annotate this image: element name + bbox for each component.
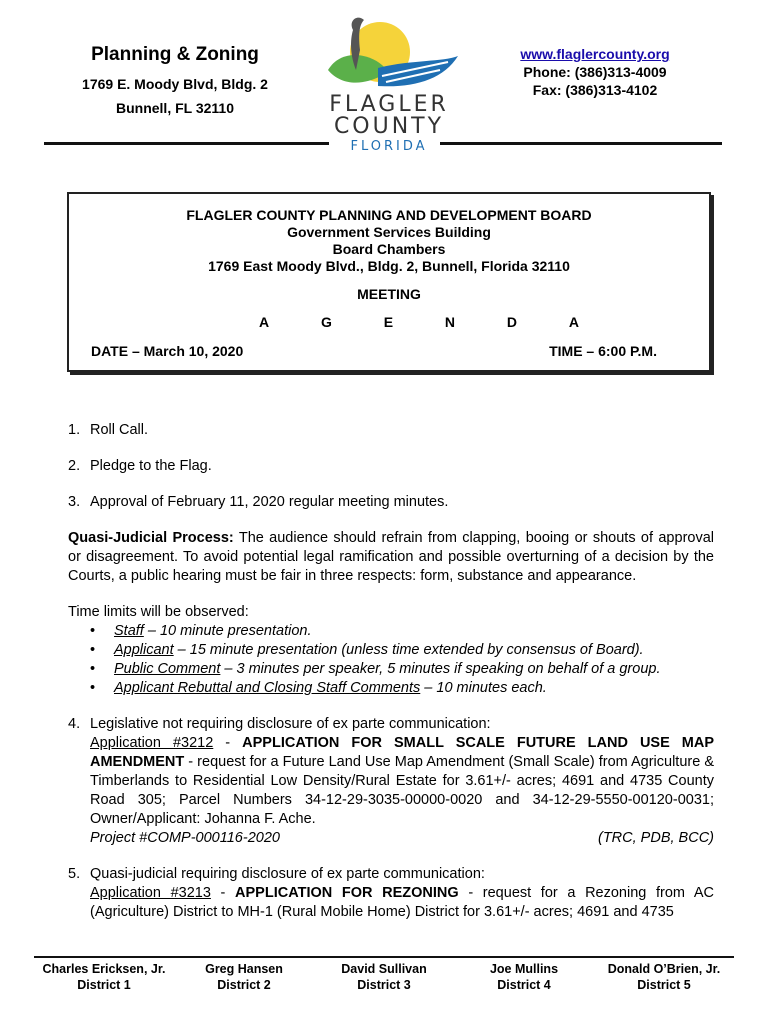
application-number: Application #3212 bbox=[90, 735, 214, 751]
board-member: Joe Mullins District 4 bbox=[489, 962, 559, 992]
agenda-item-text: Roll Call. bbox=[90, 422, 149, 438]
application-title: APPLICATION FOR SMALL SCALE FUTURE LAND USE MAP AMENDMENT bbox=[90, 735, 715, 770]
flagler-county-logo bbox=[308, 10, 468, 160]
board-member: Charles Ericksen, Jr. District 1 bbox=[42, 962, 166, 992]
agenda-letter: A bbox=[259, 314, 270, 330]
meeting-info-box bbox=[67, 192, 711, 372]
meeting-label: MEETING bbox=[357, 286, 421, 302]
department-name: Planning & Zoning bbox=[91, 44, 259, 65]
application-text: - request for a Future Land Use Map Amendment (Small Scale) from Agriculture & Timberlands to Residential Low Density/Rural Estate for 3.61+/- acres; 4691 and 4735 County Road 305; Parcel Numbers 34-12-29-3035-00000-0020 and 34-12-29-5550-00120-0031; Owner/Applicant: Johanna F. Ache. bbox=[90, 754, 714, 827]
board-member: Donald O’Brien, Jr. District 5 bbox=[607, 962, 721, 992]
meeting-date: DATE – March 10, 2020 bbox=[91, 343, 244, 359]
agenda-item-1: 1. Roll Call. bbox=[68, 422, 149, 438]
list-item: • Applicant Rebuttal and Closing Staff Comments – 10 minutes each. bbox=[90, 680, 547, 696]
room-name: Board Chambers bbox=[332, 241, 446, 257]
agenda-item-intro: Legislative not requiring disclosure of ex parte communication: bbox=[90, 716, 491, 732]
quasi-judicial-notice bbox=[68, 529, 714, 586]
application-text: - request for a Rezoning from AC (Agriculture) District to MH-1 (Rural Mobile Home) District for 3.61+/- acres; 4691 and 4735 bbox=[90, 885, 714, 920]
agenda-item-3: 3. Approval of February 11, 2020 regular meeting minutes. bbox=[68, 494, 449, 510]
time-limits-list bbox=[68, 622, 714, 698]
list-item: • Staff – 10 minute presentation. bbox=[90, 623, 312, 639]
bullet-icon: • bbox=[90, 623, 96, 639]
agenda-letter: G bbox=[320, 314, 332, 330]
logo-text-county: COUNTY bbox=[333, 114, 445, 139]
application-description: Application #3213 - APPLICATION FOR REZONING - request for a Rezoning from AC (Agriculture) District to MH-1 (Rural Mobile Home) District for 3.61+/- acres; 4691 and 4735 bbox=[90, 885, 714, 920]
list-item: • Public Comment – 3 minutes per speaker, 5 minutes if speaking on behalf of a group. bbox=[90, 661, 661, 677]
agenda-body bbox=[68, 421, 714, 922]
agenda-heading bbox=[259, 314, 579, 330]
application-description: Application #3212 - APPLICATION FOR SMALL SCALE FUTURE LAND USE MAP AMENDMENT - request for a Future Land Use Map Amendment (Small Scale) from Agriculture & Timberlands to Residential Low Density/Rural Estate for 3.61+/- acres; 4691 and 4735 County Road 305; Parcel Numbers 34-12-29-3035-00000-0020 and 34-12-29-5550-00120-0031; Owner/Applicant: Johanna F. Ache. bbox=[90, 735, 715, 827]
quasi-judicial-text: The audience should refrain from clapping, booing or shouts of approval or disagreement. To avoid potential legal ramification and possible overturning of a decision by the Courts, a public hearing must be fair in three respects: form, substance and appearance. bbox=[68, 530, 714, 584]
agenda-item-5: 5. Quasi-judicial requiring disclosure of ex parte communication: Application #3213 - APPLICATION FOR REZONING - request for a Rezoning from AC (Agriculture) District to MH-1 (Rural Mobile Home) District for 3.61+/- acres; 4691 and 4735 bbox=[68, 866, 714, 920]
address-line-2: Bunnell, FL 32110 bbox=[115, 100, 234, 116]
project-row bbox=[68, 829, 714, 848]
project-number: Project #COMP-000116-2020 bbox=[90, 830, 280, 846]
website-link[interactable]: www.flaglercounty.org bbox=[520, 46, 670, 62]
list-item: • Applicant – 15 minute presentation (unless time extended by consensus of Board). bbox=[90, 642, 644, 658]
logo-text-flagler: FLAGLER bbox=[329, 92, 449, 117]
footer-rule bbox=[34, 956, 734, 958]
application-number: Application #3213 bbox=[90, 885, 211, 901]
quasi-judicial-label: Quasi-Judicial Process: bbox=[68, 530, 234, 546]
board-members-footer bbox=[34, 961, 734, 993]
fax-number: Fax: (386)313-4102 bbox=[532, 82, 658, 98]
header-rule-right bbox=[440, 142, 722, 145]
application-title: APPLICATION FOR REZONING bbox=[235, 885, 459, 901]
bullet-icon: • bbox=[90, 680, 96, 696]
bullet-icon: • bbox=[90, 661, 96, 677]
header-office-block bbox=[40, 44, 310, 116]
logo-text-florida: FLORIDA bbox=[350, 139, 428, 154]
address-line-1: 1769 E. Moody Blvd, Bldg. 2 bbox=[82, 76, 268, 92]
header-rule-left bbox=[44, 142, 329, 145]
board-member: David Sullivan District 3 bbox=[341, 962, 427, 992]
agenda-letter: D bbox=[506, 314, 517, 330]
agenda-item-text: Pledge to the Flag. bbox=[90, 458, 212, 474]
agenda-item-intro: Quasi-judicial requiring disclosure of ex parte communication: bbox=[90, 866, 485, 882]
agenda-letter: N bbox=[444, 314, 456, 330]
agenda-letter: E bbox=[383, 314, 394, 330]
agenda-item-text: Approval of February 11, 2020 regular meeting minutes. bbox=[90, 494, 449, 510]
bullet-icon: • bbox=[90, 642, 96, 658]
agenda-letter: A bbox=[568, 314, 579, 330]
time-limits-intro: Time limits will be observed: bbox=[68, 604, 249, 620]
agenda-item-2: 2. Pledge to the Flag. bbox=[68, 458, 212, 474]
meeting-time: TIME – 6:00 P.M. bbox=[549, 343, 657, 359]
board-name: FLAGLER COUNTY PLANNING AND DEVELOPMENT BOARD bbox=[186, 207, 592, 223]
meeting-address: 1769 East Moody Blvd., Bldg. 2, Bunnell, Florida 32110 bbox=[208, 258, 570, 274]
building-name: Government Services Building bbox=[287, 224, 491, 240]
board-member: Greg Hansen District 2 bbox=[205, 962, 283, 992]
review-boards: (TRC, PDB, BCC) bbox=[598, 830, 714, 846]
agenda-item-4: 4. Legislative not requiring disclosure of ex parte communication: Application #3212 - APPLICATION FOR SMALL SCALE FUTURE LAND USE MAP AMENDMENT - request for a Future Land Use Map Amendment (Small Scale) from Agriculture & Timberlands to Residential Low Density/Rural Estate for 3.61+/- acres; 4691 and 4735 County Road 305; Parcel Numbers 34-12-29-3035-00000-0020 and 34-12-29-5550-00120-0031; Owner/Applicant: Johanna F. Ache. Project #COMP-000116-2020 (TRC, PDB, BCC) bbox=[68, 716, 715, 846]
header-contact-block bbox=[480, 46, 710, 100]
phone-number: Phone: (386)313-4009 bbox=[523, 64, 667, 80]
